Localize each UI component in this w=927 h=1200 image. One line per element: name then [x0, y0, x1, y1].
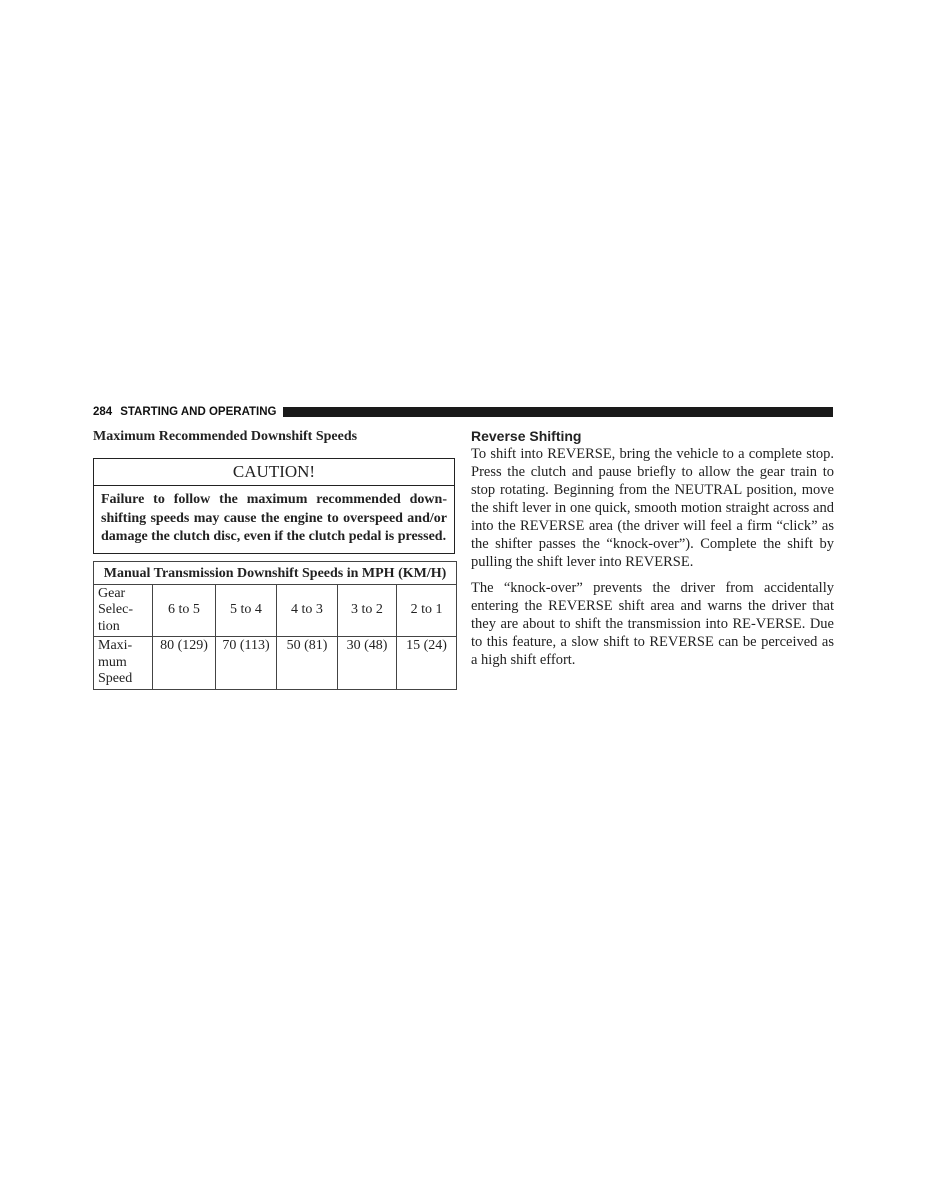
- caution-box: [93, 458, 455, 554]
- page-header: [93, 405, 833, 419]
- table-cell: 4 to 3: [277, 584, 338, 637]
- table-cell: 5 to 4: [216, 584, 277, 637]
- left-column: [93, 427, 456, 690]
- table-cell: 3 to 2: [338, 584, 397, 637]
- table-row: [94, 584, 457, 637]
- right-column: [471, 427, 834, 677]
- downshift-speeds-heading: Maximum Recommended Downshift Speeds: [93, 429, 358, 444]
- header-rule: [283, 407, 834, 417]
- table-cell: 50 (81): [277, 637, 338, 690]
- caution-title: CAUTION!: [94, 459, 454, 486]
- table-cell: 15 (24): [397, 637, 457, 690]
- table-cell: 2 to 1: [397, 584, 457, 637]
- paragraph: The “knock-over” prevents the driver from accidentally entering the REVERSE shift area and warns the driver that they are about to shift the transmission into RE-VERSE. Due to this feature, a slow shift to REVERSE can be perceived as a high shift effort.: [471, 580, 834, 668]
- table-caption-row: [94, 561, 457, 584]
- table-cell: 30 (48): [338, 637, 397, 690]
- table-cell: 70 (113): [216, 637, 277, 690]
- table-cell: 6 to 5: [153, 584, 216, 637]
- page-number: 284: [93, 406, 113, 418]
- row-label-gear-selection: Gear Selec-tion: [94, 584, 153, 637]
- reverse-shifting-heading: Reverse Shifting: [471, 428, 582, 444]
- table-cell: 80 (129): [153, 637, 216, 690]
- paragraph: To shift into REVERSE, bring the vehicle to a complete stop. Press the clutch and pause briefly to allow the gear train to stop rotating. Beginning from the NEUTRAL position, move the shift lever in one quick, smooth motion straight across and into the REVERSE area (the driver will feel a firm “click” as the shifter passes the “knock-over”). Complete the shift by pulling the shift lever into REVERSE.: [471, 446, 834, 570]
- caution-text: Failure to follow the maximum recommended down-shifting speeds may cause the engine to overspeed and/or damage the clutch disc, even if the clutch pedal is pressed.: [101, 492, 447, 544]
- downshift-speeds-table: [93, 561, 457, 690]
- row-label-maximum-speed: Maxi-mum Speed: [94, 637, 153, 690]
- table-caption: Manual Transmission Downshift Speeds in MPH (KM/H): [94, 561, 457, 584]
- table-row: [94, 637, 457, 690]
- section-title: STARTING AND OPERATING: [120, 406, 277, 418]
